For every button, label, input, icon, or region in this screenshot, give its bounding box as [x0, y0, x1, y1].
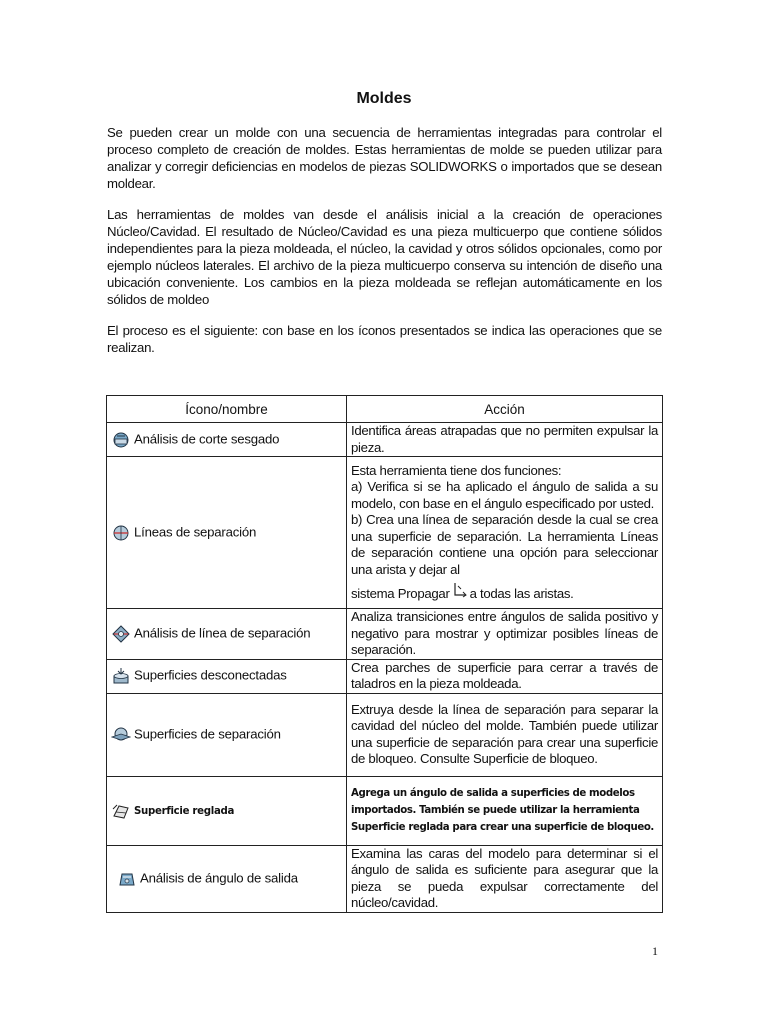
- description-paragraph: Las herramientas de moldes van desde el análisis inicial a la creación de operaciones Núcleo/Cavidad. El resultado de Núcleo/Cavidad es una pieza multicuerpo que contiene sólidos independientes para la pieza moldeada, el núcleo, la cavidad y otros sólidos opcionales, como por ejemplo núcleos laterales. El archivo de la pieza multicuerpo conserva su intención de diseño una ubicación conveniente. Los cambios en la pieza moldeada se reflejan automáticamente en los sólidos de moldeo: [107, 207, 662, 307]
- action-line: a) Verifica si se ha aplicado el ángulo de salida a su modelo, con base en el ángulo especificado por usted.: [351, 479, 658, 511]
- tool-action: Agrega un ángulo de salida a superficies de modelos importados. También se puede utilizar la herramienta Superficie reglada para crear una superficie de bloqueo.: [347, 776, 663, 845]
- parting-surfaces-icon: [111, 725, 131, 745]
- propagate-icon: [452, 581, 468, 599]
- action-text: a todas las aristas.: [469, 586, 574, 601]
- tool-action: Examina las caras del modelo para determinar si el ángulo de salida es suficiente para asegurar que la pieza se pueda expulsar correctamente del núcleo/cavidad.: [347, 845, 663, 912]
- tool-name-cell: [107, 457, 347, 609]
- page-title: Moldes: [356, 90, 412, 107]
- tool-name: Análisis de ángulo de salida: [140, 869, 298, 885]
- tool-name: Análisis de línea de separación: [134, 625, 311, 641]
- process-paragraph: El proceso es el siguiente: con base en los íconos presentados se indica las operaciones que se realizan.: [107, 323, 662, 355]
- tool-action: Crea parches de superficie para cerrar a través de taladros en la pieza moldeada.: [347, 659, 663, 693]
- mold-tools-table: [106, 395, 663, 913]
- action-line: Esta herramienta tiene dos funciones:: [351, 462, 562, 478]
- table-row: [107, 776, 663, 845]
- ruled-surface-icon: [111, 801, 131, 821]
- table-row: [107, 457, 663, 609]
- tool-name-cell: [107, 845, 347, 912]
- tool-name-cell: [107, 776, 347, 845]
- table-row: [107, 609, 663, 660]
- tool-name-cell: [107, 423, 347, 457]
- table-row: [107, 659, 663, 693]
- table-header-row: [107, 396, 663, 423]
- parting-line-analysis-icon: [111, 624, 131, 644]
- tool-name: Superficies de separación: [134, 725, 281, 741]
- action-line: b) Crea una línea de separación desde la cual se crea una superficie de separación. La herramienta Líneas de separación contiene una opción para seleccionar una arista y dejar al: [351, 512, 658, 577]
- tool-name: Líneas de separación: [134, 523, 257, 539]
- table-row: [107, 693, 663, 776]
- draft-analysis-icon: [117, 869, 137, 889]
- table-row: [107, 423, 663, 457]
- tool-name-cell: [107, 659, 347, 693]
- header-action: Acción: [347, 396, 663, 423]
- tool-name: Superficies desconectadas: [134, 667, 287, 683]
- tool-name-cell: [107, 693, 347, 776]
- tool-action-cell: [347, 457, 663, 609]
- tool-name: Superficie reglada: [134, 805, 235, 817]
- tool-name-cell: [107, 609, 347, 660]
- action-line: [351, 581, 658, 603]
- table-row: [107, 845, 663, 912]
- intro-paragraph: Se pueden crear un molde con una secuencia de herramientas integradas para controlar el proceso completo de creación de moldes. Estas herramientas de molde se pueden utilizar para analizar y corregir deficiencias en modelos de piezas SOLIDWORKS o importados que se desean moldear.: [107, 125, 662, 191]
- tool-name: Análisis de corte sesgado: [134, 430, 280, 446]
- tool-action: Identifica áreas atrapadas que no permiten expulsar la pieza.: [347, 423, 663, 457]
- action-text: sistema Propagar: [351, 586, 450, 601]
- page-number: 1: [652, 944, 658, 958]
- tool-action: Extruya desde la línea de separación para separar la cavidad del núcleo del molde. También puede utilizar una superficie de separación para crear una superficie de bloqueo. Consulte Superficie de bloqueo.: [347, 693, 663, 776]
- parting-lines-icon: [111, 523, 131, 543]
- tool-action: Analiza transiciones entre ángulos de salida positivo y negativo para mostrar y optimizar posibles líneas de separación.: [347, 609, 663, 660]
- undercut-analysis-icon: [111, 430, 131, 450]
- header-icon-name: Ícono/nombre: [107, 396, 347, 423]
- shut-off-surfaces-icon: [111, 666, 131, 686]
